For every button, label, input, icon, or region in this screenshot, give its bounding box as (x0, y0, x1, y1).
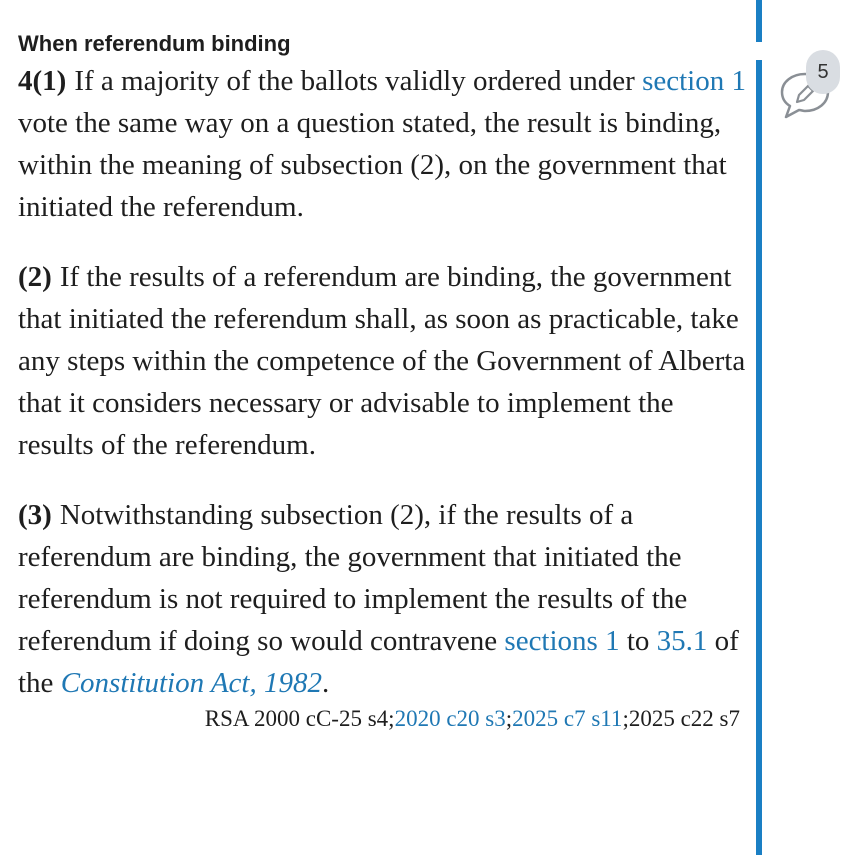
constitution-act-link[interactable]: Constitution Act, 1982 (60, 667, 322, 699)
subsection-text: If the results of a referendum are binding, the government that initiated the referendum shall, as soon as practicable, take any steps within the competence of the Government of Alberta that it considers necessary or advisable to implement the results of the referendum. (18, 261, 746, 461)
section-marker-bar-top (756, 0, 762, 42)
section-heading: When referendum binding (18, 31, 291, 56)
subsection-3 (18, 494, 748, 704)
subsection-4-1 (18, 60, 748, 228)
subsection-text: vote the same way on a question stated, the result is binding, within the meaning of subsection (2), on the government that initiated the referendum. (18, 107, 727, 223)
comment-count-badge: 5 (806, 50, 840, 94)
sections-1-link[interactable]: sections 1 (504, 625, 620, 657)
subsection-text: to (619, 625, 657, 657)
citation-text: ;2025 c22 s7 (622, 706, 740, 731)
subsection-number: 4(1) (18, 65, 67, 97)
section-marker-bar (756, 60, 762, 855)
subsection-number: (2) (18, 261, 52, 293)
section-35-1-link[interactable]: 35.1 (656, 625, 708, 657)
subsection-text: of the (18, 625, 739, 699)
citation-text: RSA 2000 cC-25 s4; (204, 706, 395, 731)
subsection-number: (3) (18, 499, 52, 531)
section-content (18, 28, 748, 734)
subsection-text: If a majority of the ballots validly ordered under (74, 65, 643, 97)
citation-text: ; (505, 706, 513, 731)
section-1-link[interactable]: section 1 (642, 65, 746, 97)
subsection-text: . (321, 667, 330, 699)
subsection-text: Notwithstanding subsection (2), if the results of a referendum are binding, the government that initiated the referendum is not required to implement the results of the referendum if doing so would contravene (18, 499, 688, 657)
subsection-2 (18, 256, 748, 466)
citation-link-2025-c7[interactable]: 2025 c7 s11 (512, 706, 623, 731)
citation-link-2020[interactable]: 2020 c20 s3 (394, 706, 506, 731)
amendment-citation (18, 704, 748, 734)
comment-button[interactable] (778, 50, 842, 126)
